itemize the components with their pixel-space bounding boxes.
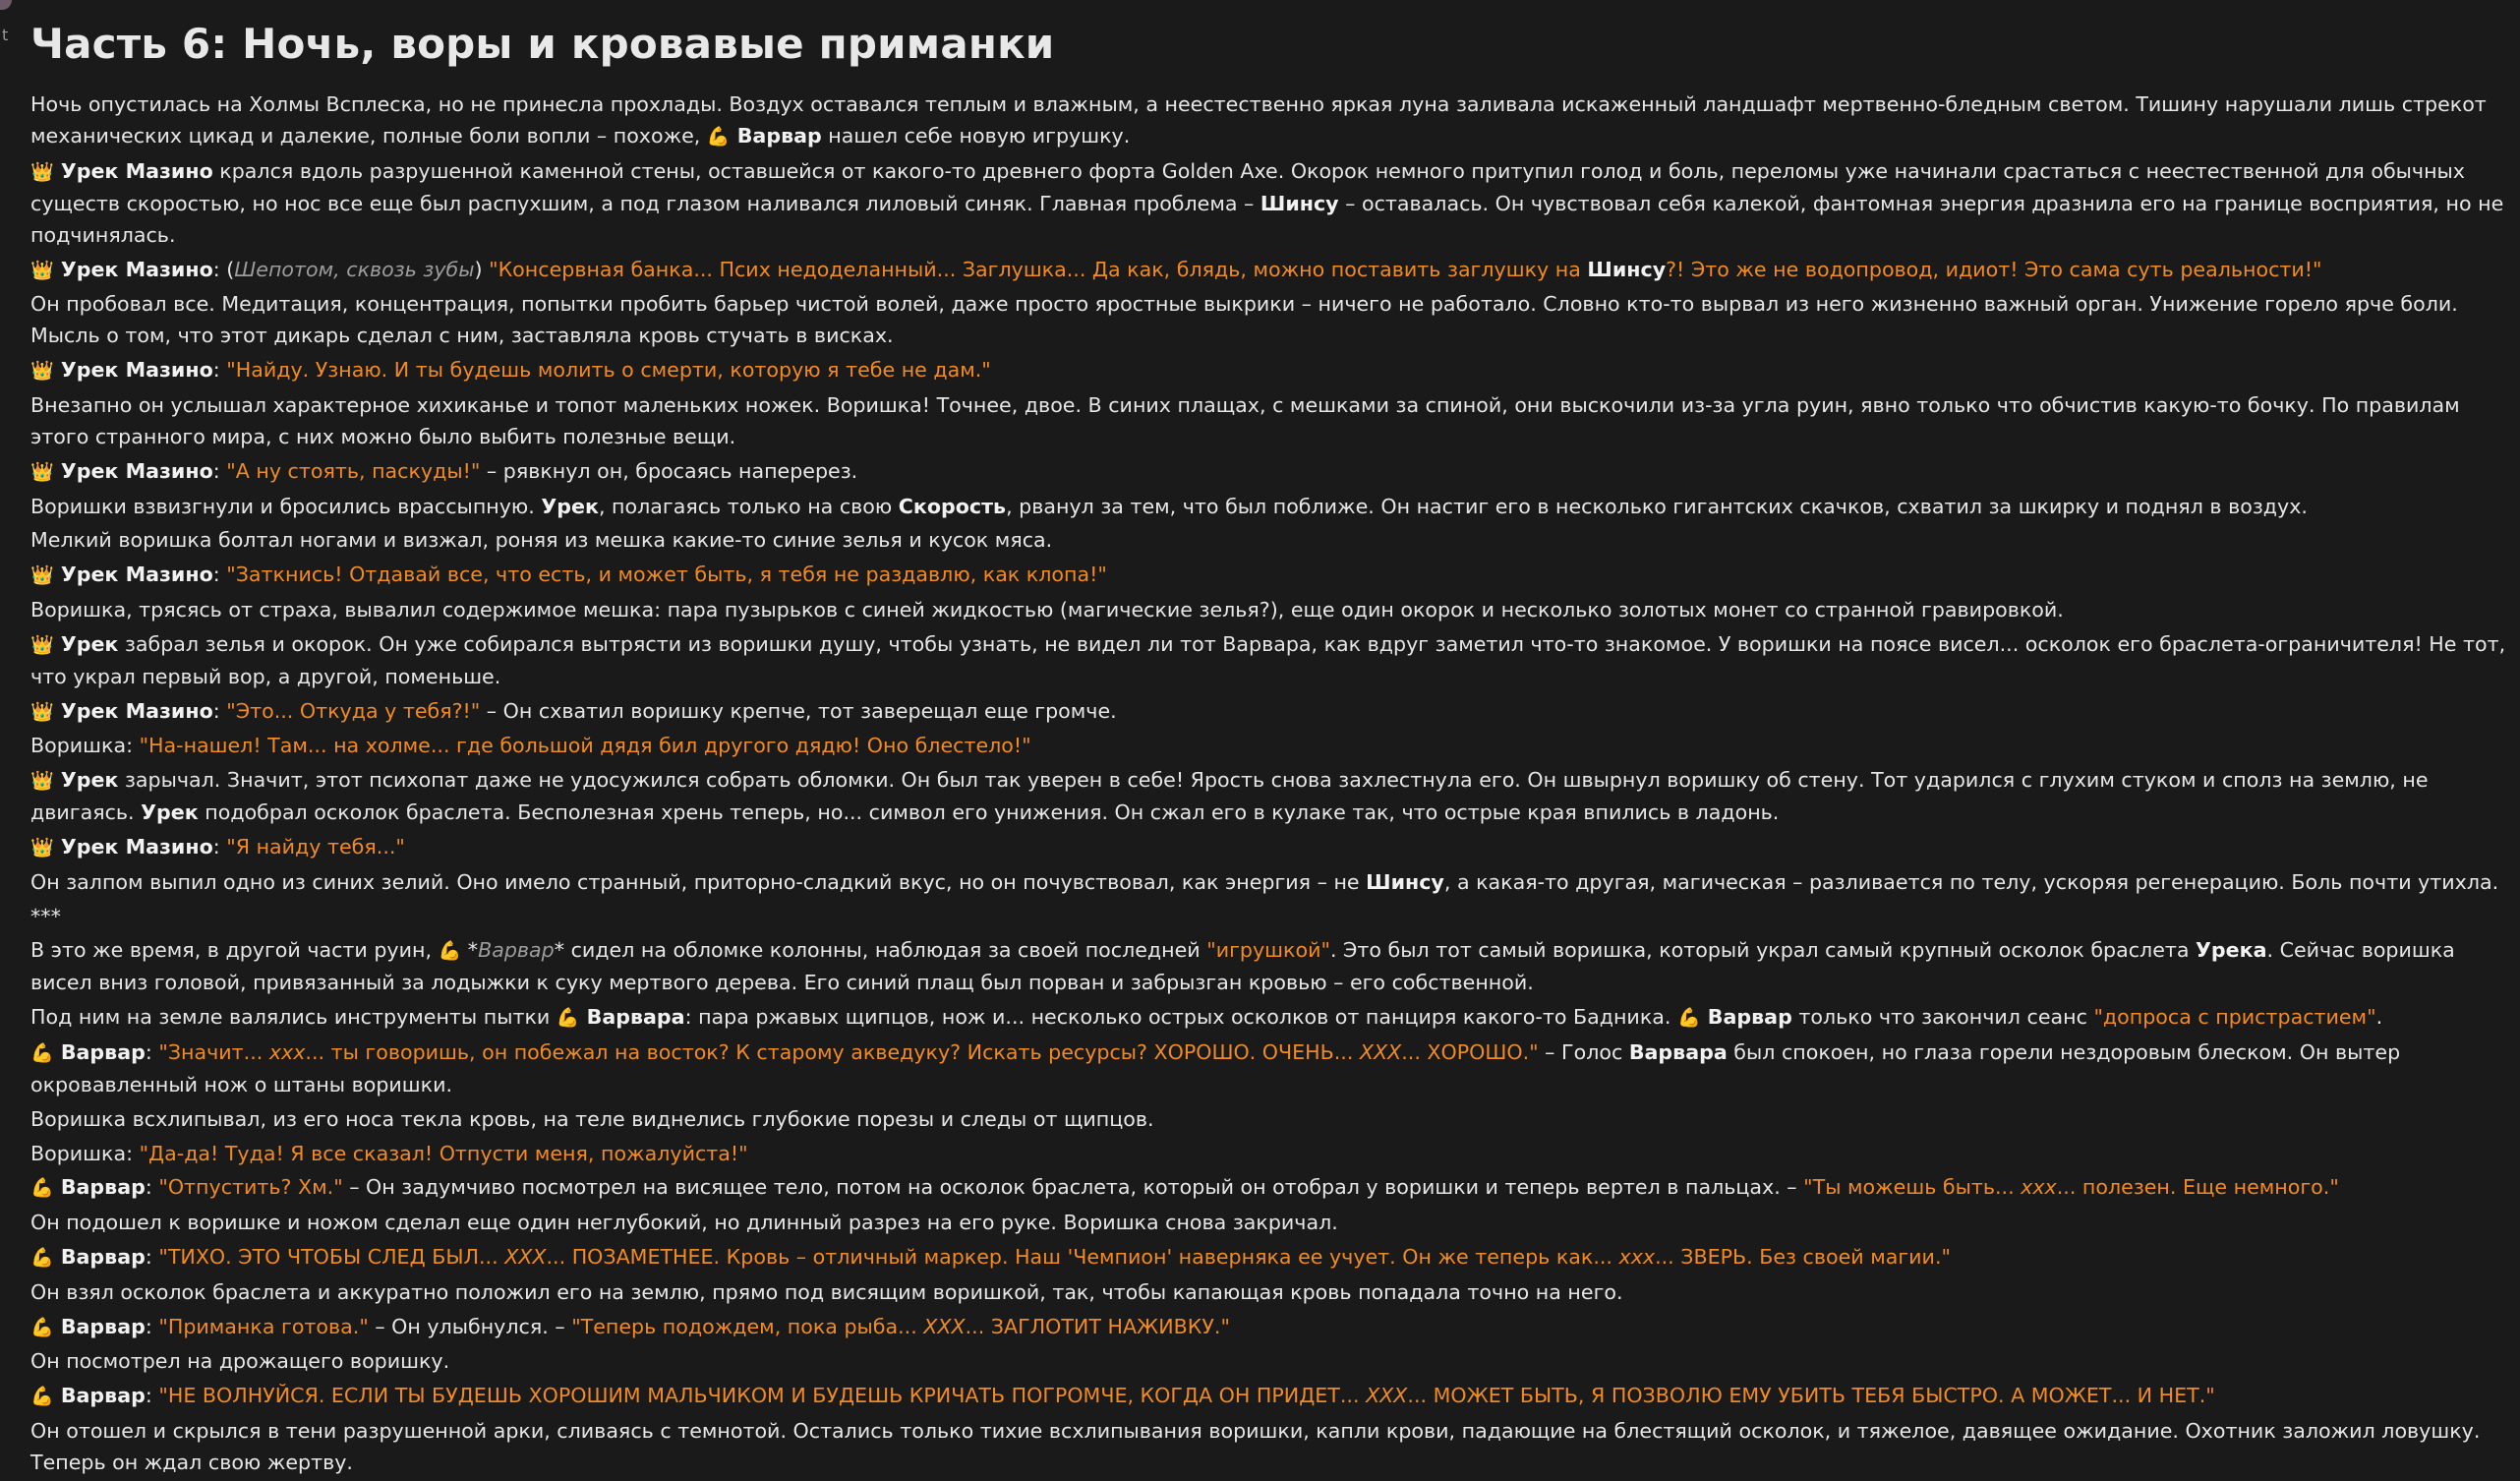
story-paragraph <box>30 1241 2508 1276</box>
corner-letter: t <box>2 26 9 44</box>
text-run: В это же время, в другой части руин, <box>30 938 439 963</box>
dialogue-quote: ... ХОРОШО." <box>1401 1039 1539 1064</box>
text-run: Он пробовал все. Медитация, концентрация, попытки пробить барьер чистой волей, даже просто яростные выкрики – ничего не работало. Словно кто-то вырвал из него жизненно важный орган. Унижение горело ярче боли. Мысль о том, что этот дикарь сделал с ним, заставляла кровь стучать в висках. <box>30 292 2458 348</box>
text-run: ) <box>474 257 490 281</box>
story-paragraph <box>30 1037 2508 1103</box>
text-run: , а какая-то другая, магическая – разливается по телу, ускоряя регенерацию. Боль почти утихла. <box>1443 869 2499 894</box>
text-run: Он взял осколок браслета и аккуратно положил его на землю, прямо под висящим воришкой, так, чтобы капающая кровь попадала точно на него. <box>30 1279 1623 1304</box>
text-run: : пара ржавых щипцов, нож и... несколько острых осколков от панциря какого-то Бадника. <box>684 1005 1677 1030</box>
dialogue-quote: "Отпустить? Хм." <box>158 1175 343 1200</box>
dialogue-quote: ХХХ <box>1366 1384 1408 1408</box>
text-run: нашел себе новую игрушку. <box>821 124 1131 148</box>
dialogue-quote: "игрушкой" <box>1206 938 1330 963</box>
text-run: Воришка всхлипывал, из его носа текла кровь, на теле виднелись глубокие порезы и следы от щипцов. <box>30 1106 1154 1131</box>
dialogue-quote: "Это... Откуда у тебя?!" <box>226 698 481 723</box>
dialogue-quote: ... полезен. Еще немного." <box>2056 1175 2339 1200</box>
story-paragraph <box>30 491 2508 525</box>
crown-icon: 👑 <box>30 160 54 183</box>
story-paragraph <box>30 901 2508 935</box>
text-run: крался вдоль разрушенной каменной стены, оставшейся от какого-то древнего форта Golden Axe. Окорок немного притупил голод и боль, переломы уже начинали срастаться с неестественной для обычных существ скоростью, но нос все еще был распухшим, а под глазом наливался лиловый синяк. Главная проблема – <box>30 158 2465 215</box>
text-run: * <box>461 938 479 963</box>
stage-direction: Варвар <box>478 938 555 963</box>
text-run: : <box>145 1384 159 1408</box>
flexed-biceps-icon: 💪 <box>30 1041 54 1064</box>
text-run: . Сейчас воришка висел вниз головой, привязанный за лодыжки к суку мертвого дерева. Его синий плащ был порван и забрызган кровью – его собственной. <box>30 938 2455 995</box>
text-run: * сидел на обломке колонны, наблюдая за своей последней <box>554 938 1207 963</box>
character-name: Варвар <box>53 1175 146 1200</box>
dialogue-quote: ХХХ <box>1359 1039 1402 1064</box>
crown-icon: 👑 <box>30 564 54 587</box>
dialogue-quote: ХХХ <box>923 1314 966 1338</box>
dialogue-quote: ... МОЖЕТ БЫТЬ, Я ПОЗВОЛЮ ЕМУ УБИТЬ ТЕБЯ БЫСТРО. А МОЖЕТ... И НЕТ." <box>1407 1384 2215 1408</box>
text-run: : <box>212 358 227 383</box>
story-paragraph <box>30 1171 2508 1207</box>
story-paragraph <box>30 1311 2508 1346</box>
story-paragraph <box>30 89 2508 155</box>
character-name: Урек <box>541 494 599 518</box>
character-name: Урек <box>53 768 119 793</box>
character-name: Варвар <box>730 124 822 148</box>
dialogue-quote: ххх <box>1618 1244 1656 1269</box>
dialogue-quote: "Заткнись! Отдавай все, что есть, и может быть, я тебя не раздавлю, как клопа!" <box>226 563 1107 587</box>
character-name: Урек Мазино <box>53 458 213 483</box>
story-paragraph <box>30 628 2508 695</box>
dialogue-quote: ... ЗАГЛОТИТ НАЖИВКУ." <box>965 1314 1230 1338</box>
story-paragraph <box>30 1207 2508 1241</box>
text-run: – Он задумчиво посмотрел на висящее тело, потом на осколок браслета, который он отобрал у воришки и теперь вертел в пальцах. – <box>342 1175 1804 1200</box>
dialogue-quote: "Теперь подождем, пока рыба... <box>571 1314 924 1338</box>
dialogue-quote: "Найду. Узнаю. И ты будешь молить о смерти, которую я тебе не дам." <box>226 358 991 383</box>
story-paragraph <box>30 155 2508 254</box>
story-paragraph <box>30 288 2508 354</box>
dialogue-quote: "Значит... <box>158 1039 269 1064</box>
dialogue-quote: ... ЗВЕРЬ. Без своей магии." <box>1655 1244 1951 1269</box>
story-document <box>30 14 2508 1481</box>
character-name: Урек Мазино <box>53 158 213 183</box>
crown-icon: 👑 <box>30 460 54 483</box>
text-run: Он залпом выпил одно из синих зелий. Оно имело странный, приторно-сладкий вкус, но он почувствовал, как энергия – не <box>30 869 1367 894</box>
character-name: Скорость <box>898 494 1007 518</box>
dialogue-quote: "На-нашел! Там... на холме... где большой дядя бил другого дядю! Оно блестело!" <box>139 734 1031 758</box>
crown-icon: 👑 <box>30 770 54 793</box>
story-paragraph <box>30 594 2508 628</box>
character-name: Варвар <box>53 1244 146 1269</box>
text-run: , рванул за тем, что был поближе. Он настиг его в несколько гигантских скачков, схватил за шкирку и поднял в воздух. <box>1006 494 2308 518</box>
character-name: Варвар <box>1700 1005 1792 1030</box>
story-paragraph <box>30 764 2508 831</box>
text-run: Мелкий воришка болтал ногами и визжал, роняя из мешка какие-то синие зелья и кусок мяса. <box>30 528 1053 553</box>
story-paragraph <box>30 254 2508 289</box>
text-run: – оставалась. Он чувствовал себя калекой, фантомная энергия дразнила его на границе восприятия, но не подчинялась. <box>30 191 2504 247</box>
dialogue-quote: "А ну стоять, паскуды!" <box>226 458 481 483</box>
story-paragraph <box>30 866 2508 901</box>
character-name: Варвар <box>53 1039 146 1064</box>
text-run: Он отошел и скрылся в тени разрушенной арки, сливаясь с темнотой. Остались только тихие всхлипывания воришки, капли крови, падающие на блестящий осколок, и тяжелое, давящее ожидание. Охотник заложил ловушку. Теперь он ждал свою жертву. <box>30 1418 2481 1474</box>
text-run: . <box>2375 1005 2383 1030</box>
story-paragraph <box>30 695 2508 731</box>
character-name: Урек Мазино <box>53 358 213 383</box>
text-run: Он подошел к воришке и ножом сделал еще один неглубокий, но длинный разрез на его руке. Воришка снова закричал. <box>30 1211 1338 1235</box>
flexed-biceps-icon: 💪 <box>438 940 462 963</box>
story-paragraph <box>30 389 2508 455</box>
flexed-biceps-icon: 💪 <box>30 1386 54 1408</box>
dialogue-quote: "Ты можешь быть... <box>1803 1175 2022 1200</box>
text-run: , полагаясь только на свою <box>598 494 899 518</box>
character-name: Шинсу <box>1587 257 1667 281</box>
story-paragraph <box>30 354 2508 389</box>
character-name: Варвар <box>53 1384 146 1408</box>
character-name: Урек <box>53 631 119 656</box>
text-run: – рявкнул он, бросаясь наперерез. <box>480 458 858 483</box>
chapter-title: Часть 6: Ночь, воры и кровавые приманки <box>30 20 1055 68</box>
flexed-biceps-icon: 💪 <box>30 1316 54 1338</box>
character-name: Урек Мазино <box>53 563 213 587</box>
text-run: Под ним на земле валялись инструменты пытки <box>30 1005 557 1030</box>
corner-avatar-fragment <box>0 0 12 10</box>
story-paragraph <box>30 1345 2508 1380</box>
crown-icon: 👑 <box>30 836 54 859</box>
crown-icon: 👑 <box>30 633 54 656</box>
dialogue-quote: ... ПОЗАМЕТНЕЕ. Кровь – отличный маркер. Наш 'Чемпион' наверняка ее учует. Он же теперь как... <box>546 1244 1619 1269</box>
story-paragraph <box>30 455 2508 491</box>
story-paragraph <box>30 1380 2508 1415</box>
stage-direction: Шепотом, сквозь зубы <box>234 257 475 281</box>
dialogue-quote: ХХХ <box>504 1244 547 1269</box>
dialogue-quote: "Да-да! Туда! Я все сказал! Отпусти меня, пожалуйста!" <box>139 1141 748 1165</box>
flexed-biceps-icon: 💪 <box>556 1007 580 1030</box>
dialogue-quote: "Приманка готова." <box>158 1314 369 1338</box>
dialogue-quote: "Консервная банка... Псих недоделанный... Заглушка... Да как, блядь, можно поставить заглушку на <box>489 257 1588 281</box>
dialogue-quote: "Я найду тебя..." <box>226 834 405 859</box>
character-name: Шинсу <box>1260 191 1339 215</box>
text-run: : <box>212 834 227 859</box>
character-name: Шинсу <box>1366 869 1444 894</box>
story-paragraph <box>30 730 2508 764</box>
text-run: : ( <box>212 257 235 281</box>
flexed-biceps-icon: 💪 <box>706 126 731 148</box>
flexed-biceps-icon: 💪 <box>1676 1007 1701 1030</box>
dialogue-quote: "ТИХО. ЭТО ЧТОБЫ СЛЕД БЫЛ... <box>158 1244 505 1269</box>
flexed-biceps-icon: 💪 <box>30 1246 54 1269</box>
story-paragraph <box>30 559 2508 594</box>
story-paragraph <box>30 934 2508 1001</box>
text-run: – Голос <box>1538 1039 1629 1064</box>
dialogue-quote: "НЕ ВОЛНУЙСЯ. ЕСЛИ ТЫ БУДЕШЬ ХОРОШИМ МАЛЬЧИКОМ И БУДЕШЬ КРИЧАТЬ ПОГРОМЧЕ, КОГДА ОН ПРИДЕТ... <box>158 1384 1367 1408</box>
text-run: *** <box>30 904 61 928</box>
text-run: : <box>212 458 227 483</box>
text-run: : <box>212 563 227 587</box>
dialogue-quote: "допроса с пристрастием" <box>2093 1005 2376 1030</box>
story-paragraph <box>30 1138 2508 1172</box>
character-name: Урек <box>141 800 199 825</box>
text-run: : <box>145 1175 159 1200</box>
character-name: Урек Мазино <box>53 834 213 859</box>
text-run: Ночь опустилась на Холмы Всплеска, но не принесла прохлады. Воздух оставался теплым и влажным, а неестественно яркая луна заливала искаженный ландшафт мертвенно-бледным светом. Тишину нарушали лишь стрекот механических цикад и далекие, полные боли вопли – похоже, <box>30 92 2487 148</box>
character-name: Варвара <box>1628 1039 1728 1064</box>
text-run: зарычал. Значит, этот психопат даже не удосужился собрать обломки. Он был так уверен в себе! Ярость снова захлестнула его. Он швырнул воришку об стену. Тот ударился с глухим стуком и сполз на землю, не двигаясь. <box>30 768 2429 825</box>
character-name: Варвар <box>53 1314 146 1338</box>
text-run: Внезапно он услышал характерное хихиканье и топот маленьких ножек. Воришка! Точнее, двое. В синих плащах, с мешками за спиной, они выскочили из-за угла руин, явно только что обчистив какую-то бочку. По правилам этого странного мира, с них можно было выбить полезные вещи. <box>30 392 2460 448</box>
text-run: – Он улыбнулся. – <box>368 1314 572 1338</box>
character-name: Урека <box>2196 938 2267 963</box>
dialogue-quote: ... ты говоришь, он побежал на восток? К старому акведуку? Искать ресурсы? ХОРОШО. ОЧЕНЬ... <box>305 1039 1360 1064</box>
story-paragraph <box>30 1001 2508 1037</box>
dialogue-quote: ?! Это же не водопровод, идиот! Это сама суть реальности!" <box>1666 257 2322 281</box>
text-run: Воришка, трясясь от страха, вывалил содержимое мешка: пара пузырьков с синей жидкостью (магические зелья?), еще один окорок и несколько золотых монет со странной гравировкой. <box>30 597 2064 622</box>
text-run: Воришка: <box>30 734 140 758</box>
text-run: только что закончил сеанс <box>1791 1005 2094 1030</box>
crown-icon: 👑 <box>30 360 54 383</box>
text-run: подобрал осколок браслета. Бесполезная хрень теперь, но... символ его унижения. Он сжал его в кулаке так, что острые края впились в ладонь. <box>198 800 1780 825</box>
text-run: Воришка: <box>30 1141 140 1165</box>
flexed-biceps-icon: 💪 <box>30 1177 54 1200</box>
text-run: : <box>145 1314 159 1338</box>
dialogue-quote: ххх <box>2021 1175 2057 1200</box>
text-run: Воришки взвизгнули и бросились врассыпную. <box>30 494 542 518</box>
text-run: забрал зелья и окорок. Он уже собирался вытрясти из воришки душу, чтобы узнать, не видел ли тот Варвара, как вдруг заметил что-то знакомое. У воришки на поясе висел... осколок его браслета-ограничителя! Не тот, что украл первый вор, а другой, поменьше. <box>30 631 2506 688</box>
story-paragraph <box>30 1276 2508 1311</box>
text-run: Он посмотрел на дрожащего воришку. <box>30 1349 450 1374</box>
dialogue-quote: ххх <box>268 1039 306 1064</box>
crown-icon: 👑 <box>30 259 54 281</box>
text-run: : <box>145 1244 159 1269</box>
story-paragraph <box>30 1415 2508 1481</box>
story-paragraph <box>30 524 2508 559</box>
text-run: : <box>212 698 227 723</box>
crown-icon: 👑 <box>30 700 54 723</box>
story-paragraph <box>30 831 2508 866</box>
text-run: был спокоен, но глаза горели нездоровым блеском. Он вытер окровавленный нож о штаны воришки. <box>30 1039 2401 1096</box>
text-run: : <box>145 1039 159 1064</box>
character-name: Урек Мазино <box>53 257 213 281</box>
story-paragraph <box>30 1103 2508 1138</box>
character-name: Урек Мазино <box>53 698 213 723</box>
character-name: Варвара <box>579 1005 685 1030</box>
text-run: – Он схватил воришку крепче, тот заверещал еще громче. <box>480 698 1117 723</box>
story-body <box>30 89 2508 1481</box>
text-run: . Это был тот самый воришка, который украл самый крупный осколок браслета <box>1329 938 2197 963</box>
